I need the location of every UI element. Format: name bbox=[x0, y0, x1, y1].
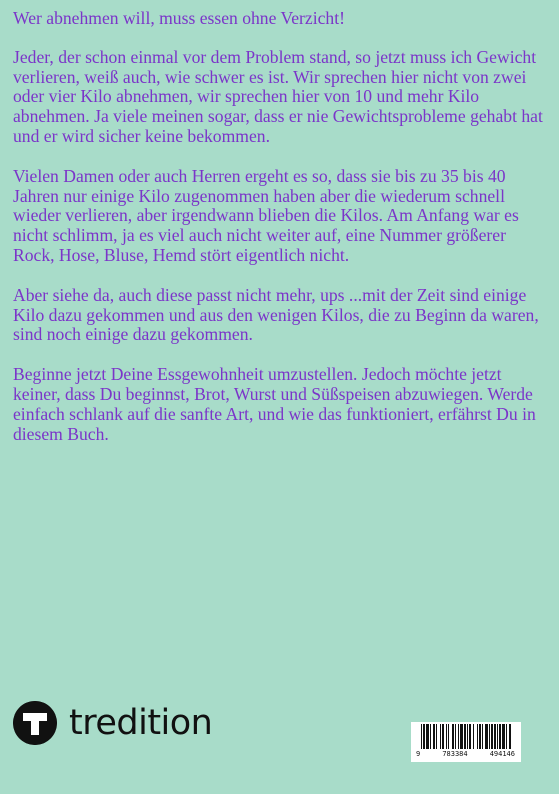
barcode-bar bbox=[491, 724, 493, 749]
barcode-bar bbox=[430, 724, 431, 749]
barcode-bar bbox=[485, 724, 488, 749]
barcode-bar bbox=[509, 724, 511, 749]
isbn-barcode bbox=[411, 722, 521, 762]
barcode-bar bbox=[426, 724, 429, 749]
barcode-bar bbox=[477, 724, 478, 749]
barcode-bar bbox=[467, 724, 468, 749]
back-cover-text bbox=[13, 9, 545, 464]
barcode-bar bbox=[464, 724, 466, 749]
barcode-bar bbox=[506, 724, 507, 749]
barcode-bar bbox=[479, 724, 481, 749]
barcode-bar bbox=[502, 724, 505, 749]
barcode-bar bbox=[489, 724, 490, 749]
barcode-bar bbox=[494, 724, 496, 749]
barcode-digit-group-2: 494146 bbox=[489, 750, 515, 758]
barcode-bar bbox=[499, 724, 501, 749]
barcode-bar bbox=[473, 724, 474, 749]
barcode-bar bbox=[497, 724, 498, 749]
publisher-logo bbox=[13, 701, 212, 745]
blurb-paragraph-2: Vielen Damen oder auch Herren ergeht es so, dass sie bis zu 35 bis 40 Jahren nur einige Kilo zugenommen haben aber die wiederum schnell wieder verlieren, aber irgendwann blieben die Kilos. Am Anfang war es nicht schlimm, ja es viel auch nicht weiter auf, eine Nummer größerer Rock, Hose, Bluse, Hemd stört eigentlich nicht. bbox=[13, 165, 519, 265]
barcode-bar bbox=[421, 724, 422, 749]
blurb-paragraph-1: Jeder, der schon einmal vor dem Problem stand, so jetzt muss ich Gewicht verlieren, weiß auch, wie schwer es ist. Wir sprechen hier nicht von zwei oder vier Kilo abnehmen, wir sprechen hier von 10 und mehr Kilo abnehmen. Ja viele meinen sogar, dass er nie Gewichtsprobleme gehabt hat und er wird sicher keine bekommen. bbox=[13, 46, 543, 146]
blurb-paragraph-4: Beginne jetzt Deine Essgewohnheit umzustellen. Jedoch möchte jetzt keiner, dass Du beginnst, Brot, Wurst und Süßspeisen abzuwiegen. Werde einfach schlank auf die sanfte Art, und wie das funktioniert, erfährst Du in diesem Buch. bbox=[13, 364, 536, 444]
barcode-digits bbox=[411, 750, 521, 758]
barcode-bar bbox=[433, 724, 435, 749]
barcode-bar bbox=[482, 724, 483, 749]
barcode-bar bbox=[452, 724, 454, 749]
publisher-name: tredition bbox=[69, 703, 213, 743]
blurb-paragraph-3: Aber siehe da, auch diese passt nicht mehr, ups ...mit der Zeit sind einige Kilo dazu gekommen und aus den wenigen Kilos, die zu Beginn da waren, sind noch einige dazu gekommen. bbox=[13, 284, 539, 345]
barcode-bar bbox=[455, 724, 456, 749]
barcode-bar bbox=[423, 724, 425, 749]
barcode-bar bbox=[469, 724, 471, 749]
barcode-bar bbox=[442, 724, 444, 749]
barcode-bar bbox=[446, 724, 447, 749]
tredition-logo-icon bbox=[13, 701, 57, 745]
barcode-bar bbox=[436, 724, 437, 749]
barcode-bar bbox=[460, 724, 463, 749]
barcode-bar bbox=[448, 724, 449, 749]
blurb-title: Wer abnehmen will, muss essen ohne Verzicht! bbox=[13, 8, 345, 28]
barcode-bar bbox=[458, 724, 459, 749]
barcode-digit-prefix: 9 bbox=[416, 750, 421, 758]
barcode-digit-group-1: 783384 bbox=[442, 750, 468, 758]
barcode-bar bbox=[440, 724, 441, 749]
